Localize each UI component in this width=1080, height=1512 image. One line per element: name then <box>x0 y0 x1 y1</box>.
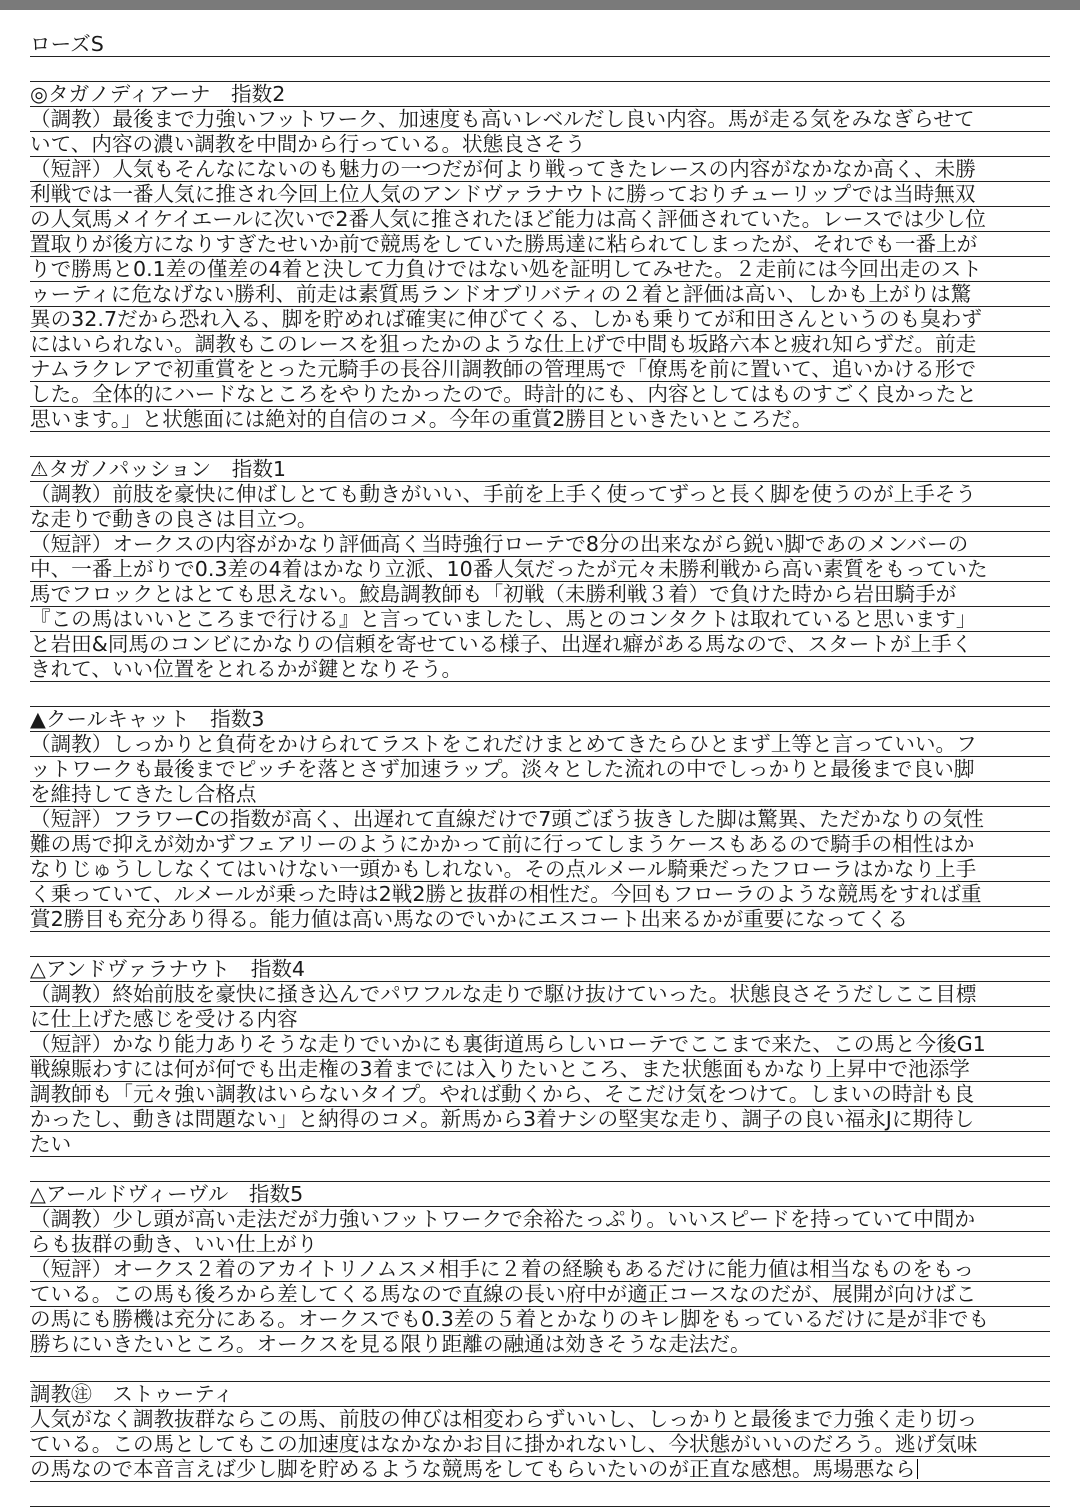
text-line: ている。この馬も後ろから差してくる馬なので直線の長い府中が適正コースなのだが、展開が向けばこ <box>30 1282 1050 1307</box>
text-line: △アンドヴァラナウト 指数4 <box>30 957 1050 982</box>
text-line: の馬なので本音言えば少し脚を貯めるような競馬をしてもらいたいのが正直な感想。馬場悪なら <box>30 1457 1050 1482</box>
text-caret <box>917 1459 918 1479</box>
text-line: く乗っていて、ルメールが乗った時は2戦2勝と抜群の相性だ。今回もフローラのような競馬をすれば重 <box>30 882 1050 907</box>
text-line: 人気がなく調教抜群ならこの馬、前肢の伸びは相変わらずいいし、しっかりと最後まで力強く走り切っ <box>30 1407 1050 1432</box>
document-text-area[interactable] <box>30 32 1050 1507</box>
text-line: （短評）人気もそんなにないのも魅力の一つだが何より戦ってきたレースの内容がなかなか高く、未勝 <box>30 157 1050 182</box>
text-line: かったし、動きは問題ない」と納得のコメ。新馬から3着ナシの堅実な走り、調子の良い福永Jに期待し <box>30 1107 1050 1132</box>
blank-line <box>30 932 1050 957</box>
text-line: と岩田&同馬のコンビにかなりの信頼を寄せている様子、出遅れ癖がある馬なので、スタートが上手く <box>30 632 1050 657</box>
text-line: （短評）かなり能力ありそうな走りでいかにも裏街道馬らしいローテでここまで来た、この馬と今後G1 <box>30 1032 1050 1057</box>
text-line: （調教）最後まで力強いフットワーク、加速度も高いレベルだし良い内容。馬が走る気をみなぎらせて <box>30 107 1050 132</box>
text-line: （短評）オークスの内容がかなり評価高く当時強行ローテで8分の出来ながら鋭い脚であのメンバーの <box>30 532 1050 557</box>
text-line: たい <box>30 1132 1050 1157</box>
text-line: 調教㊟ ストゥーティ <box>30 1382 1050 1407</box>
text-line: ットワークも最後までピッチを落とさず加速ラップ。淡々とした流れの中でしっかりと最後まで良い脚 <box>30 757 1050 782</box>
blank-line <box>30 57 1050 82</box>
text-line: 難の馬で抑えが効かずフェアリーのようにかかって前に行ってしまうケースもあるので騎手の相性はか <box>30 832 1050 857</box>
blank-line <box>30 1357 1050 1382</box>
text-line: らも抜群の動き、いい仕上がり <box>30 1232 1050 1257</box>
text-line: にはいられない。調教もこのレースを狙ったかのような仕上げで中間も坂路六本と疲れ知らずだ。前走 <box>30 332 1050 357</box>
text-line: 中、一番上がりで0.3差の4着はかなり立派、10番人気だったが元々未勝利戦から高い素質をもっていた <box>30 557 1050 582</box>
text-line: な走りで動きの良さは目立つ。 <box>30 507 1050 532</box>
blank-line <box>30 1482 1050 1507</box>
text-line: きれて、いい位置をとれるかが鍵となりそう。 <box>30 657 1050 682</box>
text-line: 勝ちにいきたいところ。オークスを見る限り距離の融通は効きそうな走法だ。 <box>30 1332 1050 1357</box>
text-line: 『この馬はいいところまで行ける』と言っていましたし、馬とのコンタクトは取れていると思います」 <box>30 607 1050 632</box>
text-line: 思います。」と状態面には絶対的自信のコメ。今年の重賞2勝目といきたいところだ。 <box>30 407 1050 432</box>
text-line: なりじゅうししなくてはいけない一頭かもしれない。その点ルメール騎乗だったフローラはかなり上手 <box>30 857 1050 882</box>
text-line: （短評）オークス２着のアカイトリノムスメ相手に２着の経験もあるだけに能力値は相当なものをもっ <box>30 1257 1050 1282</box>
text-line: 異の32.7だから恐れ入る、脚を貯めれば確実に伸びてくる、しかも乗りてが和田さんというのも臭わず <box>30 307 1050 332</box>
text-line: 利戦では一番人気に推され今回上位人気のアンドヴァラナウトに勝っておりチューリップでは当時無双 <box>30 182 1050 207</box>
text-line: （調教）しっかりと負荷をかけられてラストをこれだけまとめてきたらひとまず上等と言っていい。フ <box>30 732 1050 757</box>
text-line: の人気馬メイケイエールに次いで2番人気に推されたほど能力は高く評価されていた。レースでは少し位 <box>30 207 1050 232</box>
text-line: ナムラクレアで初重賞をとった元騎手の長谷川調教師の管理馬で「僚馬を前に置いて、追いかける形で <box>30 357 1050 382</box>
text-line: を維持してきたし合格点 <box>30 782 1050 807</box>
text-line: 馬でフロックとはとても思えない。鮫島調教師も「初戦（未勝利戦３着）で負けた時から岩田騎手が <box>30 582 1050 607</box>
text-line: 戦線賑わすには何が何でも出走権の3着までには入りたいところ、また状態面もかなり上昇中で池添学 <box>30 1057 1050 1082</box>
text-line: （調教）終始前肢を豪快に掻き込んでパワフルな走りで駆け抜けていった。状態良さそうだしここ目標 <box>30 982 1050 1007</box>
text-line: （調教）少し頭が高い走法だが力強いフットワークで余裕たっぷり。いいスピードを持っていて中間か <box>30 1207 1050 1232</box>
text-line: の馬にも勝機は充分にある。オークスでも0.3差の５着とかなりのキレ脚をもっているだけに是が非でも <box>30 1307 1050 1332</box>
text-line: に仕上げた感じを受ける内容 <box>30 1007 1050 1032</box>
text-line: ゥーティに危なげない勝利、前走は素質馬ランドオブリバティの２着と評価は高い、しかも上がりは驚 <box>30 282 1050 307</box>
blank-line <box>30 432 1050 457</box>
text-line: ▲クールキャット 指数3 <box>30 707 1050 732</box>
text-line: りで勝馬と0.1差の僅差の4着と決して力負けではない処を証明してみせた。２走前には今回出走のスト <box>30 257 1050 282</box>
text-line: ローズS <box>30 32 1050 57</box>
text-line: 賞2勝目も充分あり得る。能力値は高い馬なのでいかにエスコート出来るかが重要になってくる <box>30 907 1050 932</box>
blank-line <box>30 682 1050 707</box>
text-line: （短評）フラワーCの指数が高く、出遅れて直線だけで7頭ごぼう抜きした脚は驚異、ただかなりの気性 <box>30 807 1050 832</box>
text-line: した。全体的にハードなところをやりたかったので。時計的にも、内容としてはものすごく良かったと <box>30 382 1050 407</box>
text-line: ⚠タガノパッション 指数1 <box>30 457 1050 482</box>
text-line: いて、内容の濃い調教を中間から行っている。状態良さそう <box>30 132 1050 157</box>
text-line: （調教）前肢を豪快に伸ばしとても動きがいい、手前を上手く使ってずっと長く脚を使うのが上手そう <box>30 482 1050 507</box>
text-line: ◎タガノディアーナ 指数2 <box>30 82 1050 107</box>
window-top-bar <box>0 0 1080 10</box>
text-line: 調教師も「元々強い調教はいらないタイプ。やれば動くから、そこだけ気をつけて。しまいの時計も良 <box>30 1082 1050 1107</box>
text-line: ている。この馬としてもこの加速度はなかなかお目に掛かれないし、今状態がいいのだろう。逃げ気味 <box>30 1432 1050 1457</box>
text-line: 置取りが後方になりすぎたせいか前で競馬をしていた勝馬達に粘られてしまったが、それでも一番上が <box>30 232 1050 257</box>
text-line: △アールドヴィーヴル 指数5 <box>30 1182 1050 1207</box>
blank-line <box>30 1157 1050 1182</box>
